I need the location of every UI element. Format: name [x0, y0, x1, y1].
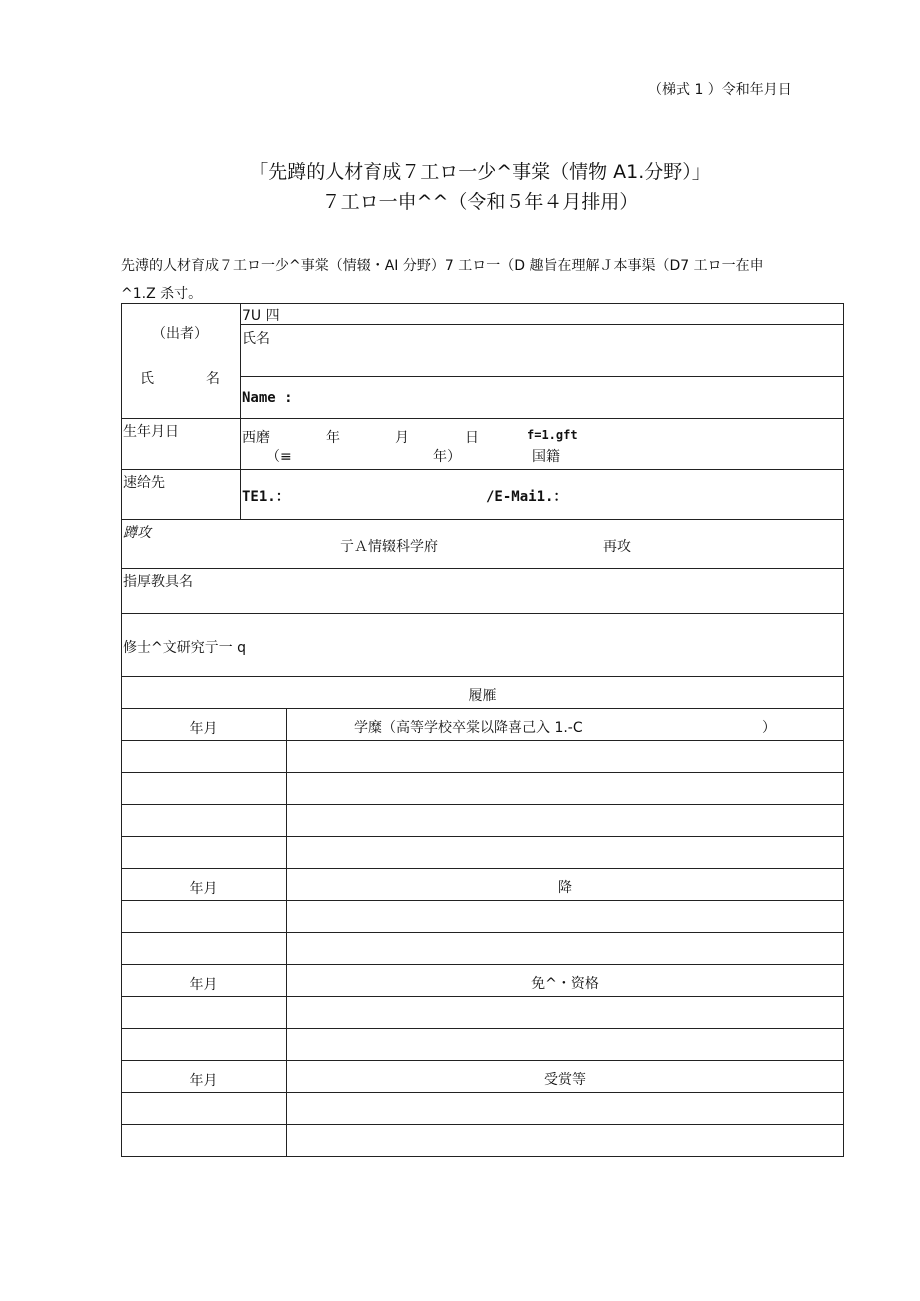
page-subtitle: ７工ロ一申^^（令和５年４月排用）	[321, 191, 639, 213]
birth-year-unit: 年	[326, 430, 340, 446]
career-year-header: 年月	[189, 881, 218, 897]
awards-detail-header: 受赏等	[544, 1072, 586, 1088]
intro-text-cont: ^1.Z 杀寸。	[121, 286, 203, 302]
kanji-name-label: 氏名	[242, 331, 270, 347]
birth-month-unit: 月	[395, 430, 409, 446]
name-label-b: 名	[206, 371, 220, 387]
awards-year-header: 年月	[189, 1073, 218, 1089]
advisor-label: 指厚教具名	[123, 574, 193, 590]
email-label: /E-Mai1.：	[486, 489, 568, 505]
birth-garbled-text: f=1.gft	[527, 428, 578, 442]
license-detail-header: 免^・资格	[531, 976, 599, 992]
career-detail-header: 降	[558, 880, 572, 896]
education-detail-header: 学糜（高等学校卒棠以降喜己入 1.-C	[354, 720, 583, 736]
furigana-label: 7U 四	[242, 308, 280, 324]
name-en-label: Name :	[242, 390, 293, 406]
thesis-label: 修士^文研究亍一 q	[123, 640, 247, 656]
birth-era: 西磨	[242, 430, 270, 446]
birth-day-unit: 日	[465, 430, 479, 446]
age-open: （≡	[266, 449, 292, 465]
intro-text: 先溥的人材育成７工ロ一少^事棠（情辍・AI 分野）7 工ロ一（D 趣旨在理解Ｊ本事渠（D7 工ロ一在申	[121, 258, 764, 274]
education-year-header: 年月	[189, 721, 218, 737]
name-label-a: 氏	[140, 371, 154, 387]
form-number-date: （梯式 1 ）令和年月日	[648, 82, 792, 98]
affiliation-label: 蹲攻	[123, 525, 151, 541]
page-title: 「先蹲的人材育成７工ロ一少^事棠（情物 A1.分野）」	[249, 161, 711, 183]
tel-label: TE1.：	[242, 489, 290, 505]
education-detail-close: ）	[762, 720, 776, 736]
birth-label: 生年月日	[123, 424, 179, 440]
school-name: 亍Ａ情辍科学府	[340, 539, 438, 555]
license-year-header: 年月	[189, 977, 218, 993]
history-title: 履雁	[468, 688, 497, 704]
applicant-label: （出者）	[152, 326, 208, 342]
major-label: 再攻	[603, 539, 631, 555]
contact-label: 速给先	[123, 475, 165, 491]
nationality-label: 国籍	[532, 449, 560, 465]
age-year-unit: 年）	[433, 449, 461, 465]
